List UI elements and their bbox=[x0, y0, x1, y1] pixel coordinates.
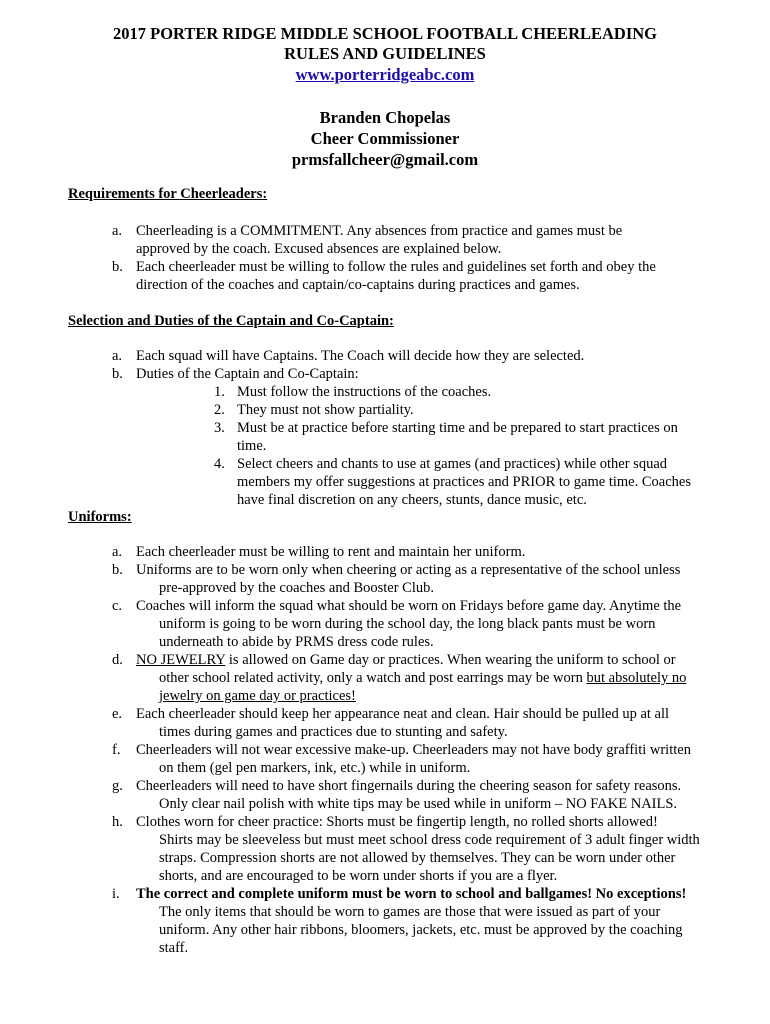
website-link[interactable]: www.porterridgeabc.com bbox=[295, 65, 475, 84]
requirements-heading: Requirements for Cheerleaders: bbox=[68, 186, 268, 202]
uniforms-heading: Uniforms: bbox=[68, 509, 132, 525]
commissioner-email: prmsfallcheer@gmail.com bbox=[291, 150, 479, 169]
commissioner-name: Branden Chopelas bbox=[319, 108, 451, 127]
title-line-2: RULES AND GUIDELINES bbox=[284, 44, 486, 63]
title-line-1: 2017 PORTER RIDGE MIDDLE SCHOOL FOOTBALL CHEERLEADING bbox=[112, 24, 657, 43]
captain-heading: Selection and Duties of the Captain and Co-Captain: bbox=[68, 313, 394, 329]
commissioner-role: Cheer Commissioner bbox=[310, 129, 460, 148]
